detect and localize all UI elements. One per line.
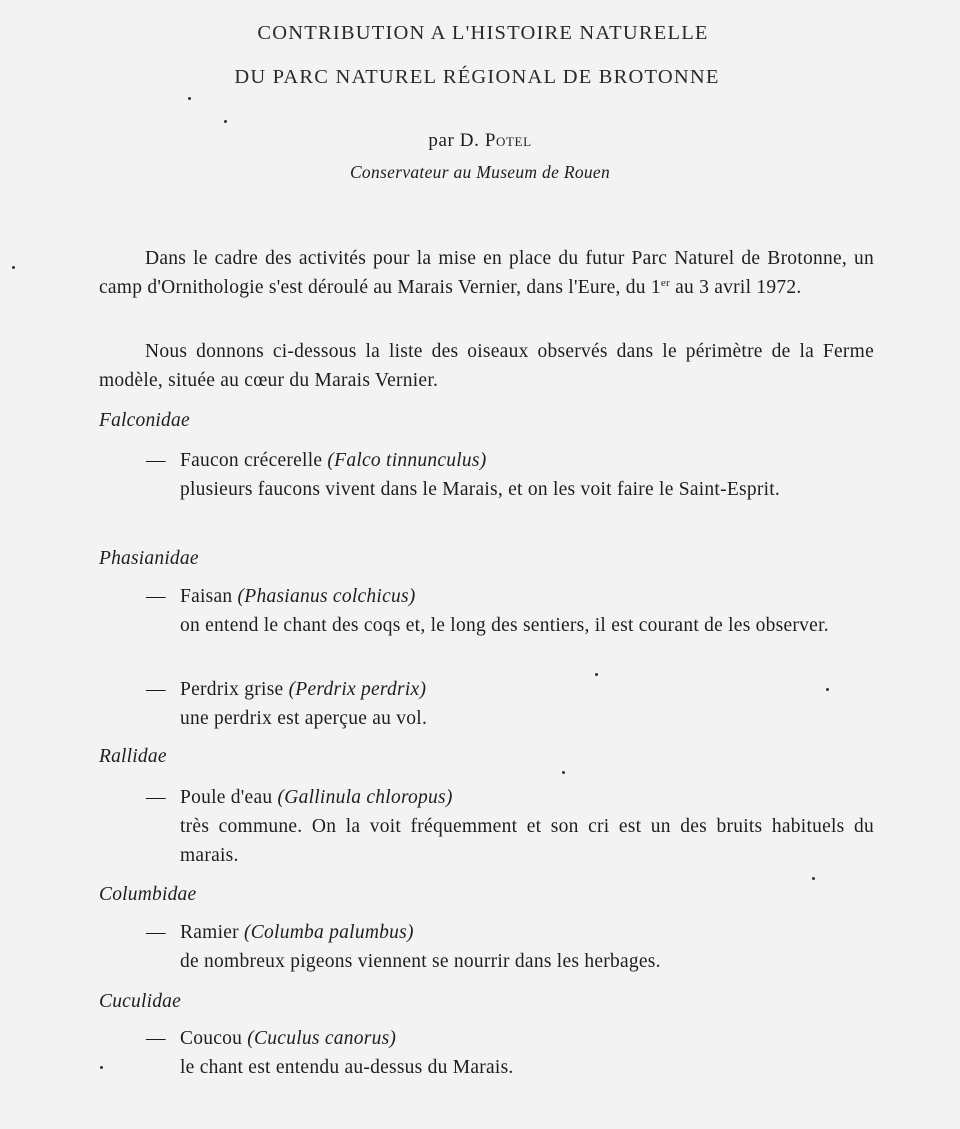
scan-speck	[562, 771, 565, 774]
em-dash: —	[146, 586, 166, 607]
species-scientific-name: (Falco tinnunculus)	[327, 450, 487, 471]
species-note: de nombreux pigeons viennent se nourrir dans les herbages.	[180, 951, 661, 972]
em-dash: —	[146, 922, 166, 943]
family-heading-cuculidae: Cuculidae	[99, 991, 181, 1012]
species-note: on entend le chant des coqs et, le long des sentiers, il est courant de les observer.	[180, 615, 829, 636]
scan-speck	[224, 120, 227, 123]
species-common-name: Faisan	[180, 586, 233, 607]
author-byline	[0, 130, 960, 152]
em-dash: —	[146, 679, 166, 700]
family-heading-columbidae: Columbidae	[99, 884, 197, 905]
scan-speck	[812, 877, 815, 880]
author-affiliation: Conservateur au Museum de Rouen	[349, 162, 611, 182]
species-common-name: Faucon crécerelle	[180, 450, 323, 471]
scan-speck	[12, 266, 15, 269]
species-note: plusieurs faucons vivent dans le Marais, et on les voit faire le Saint-Esprit.	[180, 479, 781, 500]
species-note: le chant est entendu au-dessus du Marais.	[180, 1057, 514, 1078]
ordinal-superscript: er	[660, 277, 670, 289]
species-common-name: Perdrix grise	[180, 679, 284, 700]
intro-p1-text-end: au 3 avril 1972.	[669, 277, 802, 298]
family-heading-falconidae: Falconidae	[99, 410, 190, 431]
family-heading-phasianidae: Phasianidae	[99, 548, 199, 569]
species-common-name: Poule d'eau	[180, 787, 273, 808]
intro-paragraph-2	[99, 337, 874, 395]
scan-speck	[595, 673, 598, 676]
intro-p1-text: Dans le cadre des activités pour la mise en place du futur Parc Naturel de Brotonne, un camp d'Ornithologie s'est déroulé au Marais Vernier, dans l'Eure, du 1	[99, 248, 874, 298]
species-scientific-name: (Cuculus canorus)	[247, 1028, 397, 1049]
scan-speck	[100, 1066, 103, 1069]
species-common-name: Coucou	[180, 1028, 243, 1049]
species-common-name: Ramier	[180, 922, 239, 943]
em-dash: —	[146, 450, 166, 471]
article-title-line-1: CONTRIBUTION A L'HISTOIRE NATURELLE	[257, 22, 709, 44]
author-name: Potel	[484, 130, 532, 151]
species-scientific-name: (Phasianus colchicus)	[237, 586, 416, 607]
species-note: très commune. On la voit fréquemment et son cri est un des bruits habituels du marais.	[180, 816, 874, 866]
species-scientific-name: (Perdrix perdrix)	[288, 679, 427, 700]
species-entry	[146, 1024, 874, 1082]
scan-speck	[826, 688, 829, 691]
species-scientific-name: (Columba palumbus)	[244, 922, 414, 943]
intro-p2-text: Nous donnons ci-dessous la liste des oiseaux observés dans le périmètre de la Ferme modèle, située au cœur du Marais Vernier.	[99, 341, 874, 391]
family-heading-rallidae: Rallidae	[99, 746, 167, 767]
species-entry	[146, 675, 874, 733]
species-entry	[146, 783, 874, 870]
species-entry	[146, 918, 874, 976]
species-entry	[146, 446, 874, 504]
em-dash: —	[146, 787, 166, 808]
species-entry	[146, 582, 874, 640]
intro-paragraph-1	[99, 244, 874, 302]
species-note: une perdrix est aperçue au vol.	[180, 708, 428, 729]
article-title-line-2: DU PARC NATUREL RÉGIONAL DE BROTONNE	[234, 66, 720, 88]
author-prefix: par D.	[428, 130, 480, 151]
em-dash: —	[146, 1028, 166, 1049]
scan-speck	[188, 97, 191, 100]
species-scientific-name: (Gallinula chloropus)	[277, 787, 453, 808]
